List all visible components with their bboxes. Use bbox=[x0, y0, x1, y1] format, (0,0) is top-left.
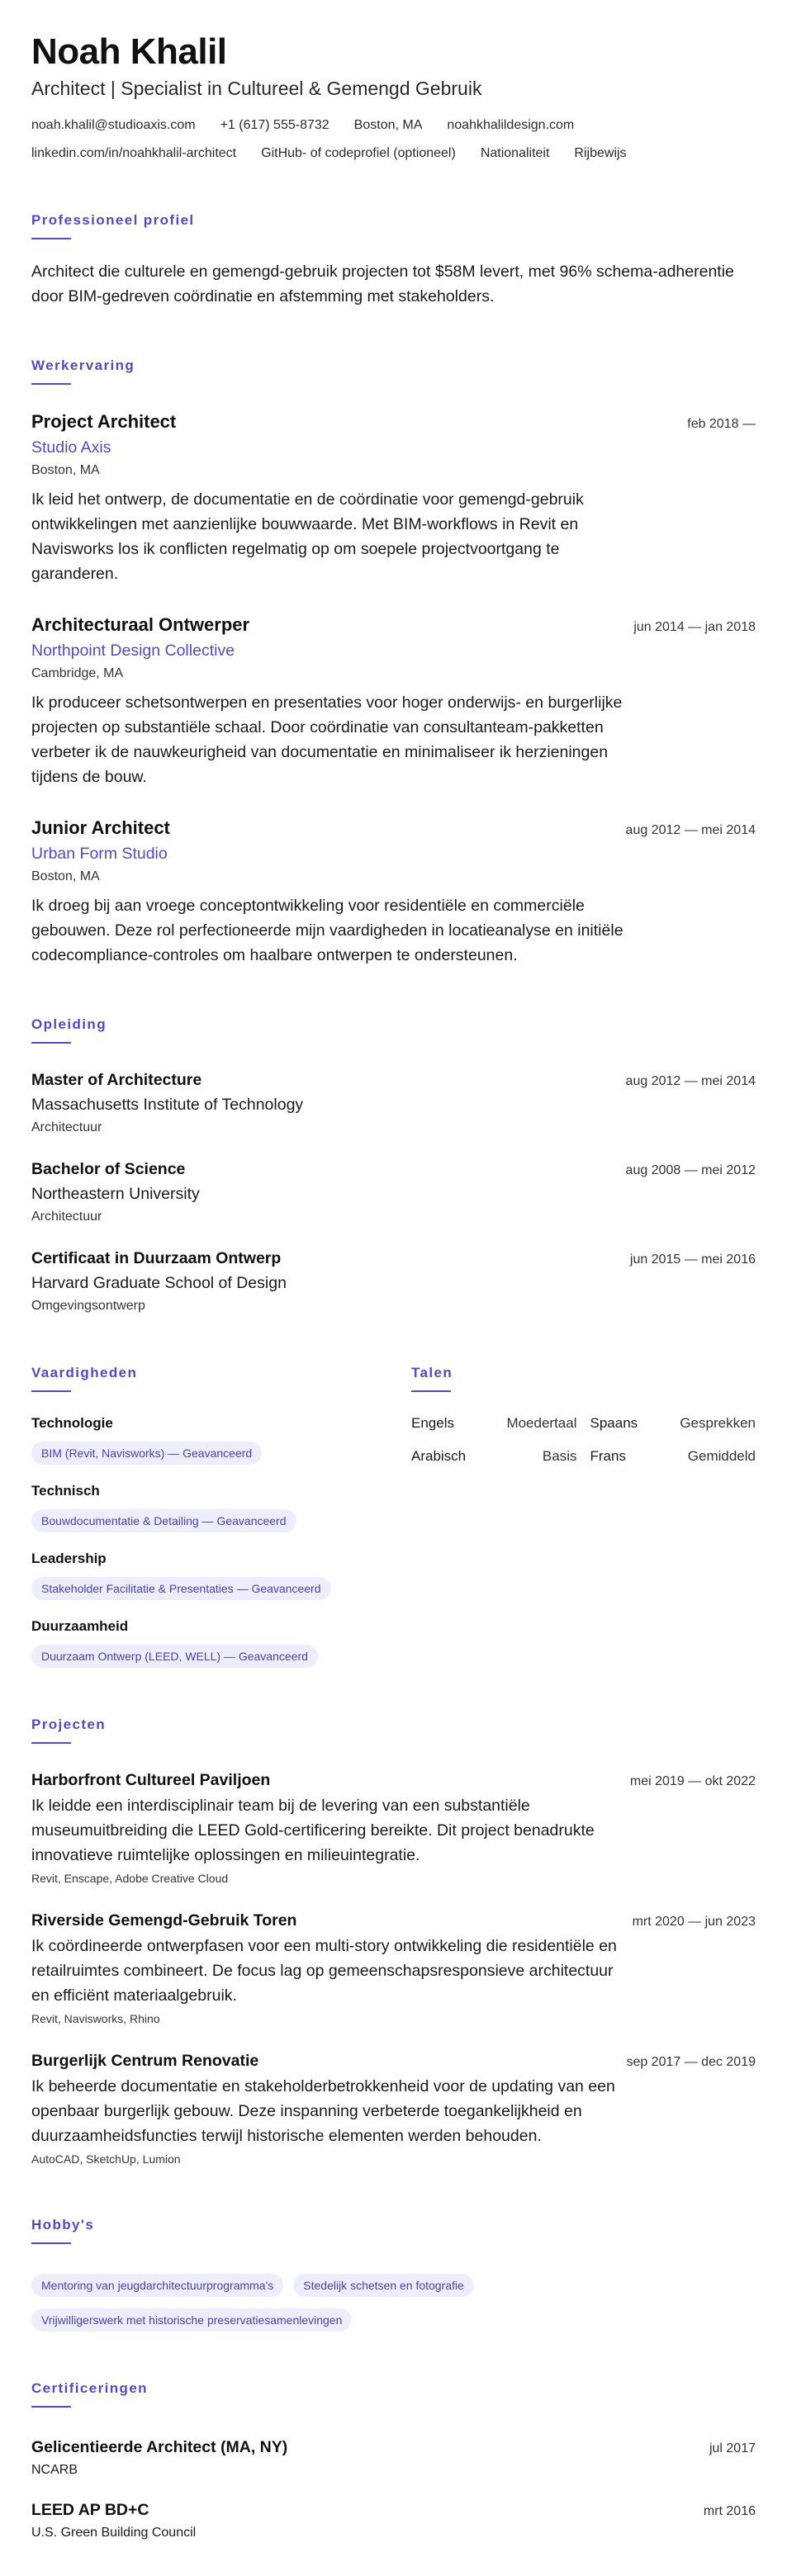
job-date: aug 2012 — mei 2014 bbox=[625, 823, 756, 837]
job-date: feb 2018 — bbox=[687, 417, 756, 431]
job-location: Cambridge, MA bbox=[31, 666, 124, 680]
section-title-projects: Projecten bbox=[31, 1717, 107, 1732]
project-description: Ik leidde een interdisciplinair team bij de levering van een substantiële museumuitbreiding die LEED Gold-certificering bereikte. Dit project benadrukte innovatieve ruimtelijke oplossingen en milieuintegratie. bbox=[31, 1797, 595, 1864]
school-name: Massachusetts Institute of Technology bbox=[31, 1096, 304, 1114]
certification-name: Gelicentieerde Architect (MA, NY) bbox=[31, 2438, 288, 2456]
project-name: Riverside Gemengd-Gebruik Toren bbox=[31, 1911, 297, 1930]
certifications-section bbox=[31, 2379, 756, 2543]
hobby-pill: Vrijwilligerswerk met historische preservatiesamenlevingen bbox=[31, 2308, 352, 2332]
candidate-headline: Architect | Specialist in Cultureel & Gemengd Gebruik bbox=[31, 78, 482, 99]
section-title-skills: Vaardigheden bbox=[31, 1365, 138, 1380]
job-company: Northpoint Design Collective bbox=[31, 642, 235, 660]
job-title: Junior Architect bbox=[31, 817, 170, 838]
section-divider bbox=[31, 2406, 71, 2408]
project-tools: AutoCAD, SketchUp, Lumion bbox=[31, 2152, 181, 2166]
job-description: Ik produceer schetsontwerpen en presentaties voor hoger onderwijs- en burgerlijke projecten op substantiële schaal. Door coördinatie van consultanteam-pakketten verbeter ik de nauwkeurigheid van documentatie en minimaliseer ik herzieningen tijdens de bouw. bbox=[31, 694, 623, 786]
study-field: Architectuur bbox=[31, 1210, 102, 1224]
contact-license: Rijbewijs bbox=[574, 146, 627, 160]
degree-title: Certificaat in Duurzaam Ontwerp bbox=[31, 1249, 282, 1267]
job-company: Urban Form Studio bbox=[31, 845, 168, 863]
section-divider bbox=[31, 383, 71, 385]
degree-date: aug 2012 — mei 2014 bbox=[625, 1074, 756, 1088]
resume-header bbox=[31, 31, 756, 163]
job-location: Boston, MA bbox=[31, 463, 100, 477]
project-name: Harborfront Cultureel Paviljoen bbox=[31, 1771, 271, 1789]
degree-date: jun 2015 — mei 2016 bbox=[629, 1252, 756, 1267]
skill-pill: Duurzaam Ontwerp (LEED, WELL) — Geavanceerd bbox=[31, 1645, 318, 1668]
job-title: Architecturaal Ontwerper bbox=[31, 614, 250, 635]
contact-email[interactable]: noah.khalil@studioaxis.com bbox=[31, 118, 196, 132]
job-company: Studio Axis bbox=[31, 438, 111, 457]
language-name: Arabisch bbox=[411, 1448, 467, 1464]
project-date: mrt 2020 — jun 2023 bbox=[632, 1915, 756, 1929]
language-item bbox=[411, 1447, 577, 1466]
language-name: Engels bbox=[411, 1415, 454, 1431]
project-tools: Revit, Enscape, Adobe Creative Cloud bbox=[31, 1872, 229, 1885]
skill-group bbox=[31, 1481, 411, 1532]
contact-location: Boston, MA bbox=[353, 118, 423, 132]
hobbies-section bbox=[31, 2216, 756, 2332]
section-title-certifications: Certificeringen bbox=[31, 2380, 148, 2396]
skill-group bbox=[31, 1549, 411, 1600]
job-description: Ik droeg bij aan vroege conceptontwikkeling voor residentiële en commerciële gebouwen. Deze rol perfectioneerde mijn vaardigheden in locatieanalyse en initiële codecompliance-controles om haalbare ontwerpen te ondersteunen. bbox=[31, 897, 623, 964]
skill-pill: Stakeholder Facilitatie & Presentaties — Geavanceerd bbox=[31, 1577, 331, 1600]
projects-section bbox=[31, 1716, 756, 2168]
project-description: Ik beheerde documentatie en stakeholderbetrokkenheid voor de updating van een openbaar burgerlijk gebouw. Deze inspanning verbeterde toegankelijkheid en duurzaamheidsfuncties terwijl historische elementen werden behouden. bbox=[31, 2077, 615, 2145]
language-name: Frans bbox=[590, 1448, 626, 1464]
section-divider bbox=[411, 1390, 451, 1392]
section-divider bbox=[31, 1390, 71, 1392]
hobby-pill: Mentoring van jeugdarchitectuurprogramma's bbox=[31, 2274, 283, 2297]
contact-phone[interactable]: +1 (617) 555-8732 bbox=[220, 118, 329, 132]
skill-pill: Bouwdocumentatie & Detailing — Geavanceerd bbox=[31, 1509, 296, 1532]
job-title: Project Architect bbox=[31, 411, 177, 432]
languages-section bbox=[411, 1364, 756, 1668]
education-item bbox=[31, 1158, 756, 1227]
section-divider bbox=[31, 1742, 71, 1744]
project-tools: Revit, Navisworks, Rhino bbox=[31, 2012, 160, 2025]
skill-category: Duurzaamheid bbox=[31, 1618, 129, 1634]
section-title-experience: Werkervaring bbox=[31, 358, 135, 373]
certification-date: mrt 2016 bbox=[703, 2504, 756, 2518]
section-divider bbox=[31, 2242, 71, 2244]
certification-name: LEED AP BD+C bbox=[31, 2501, 149, 2519]
study-field: Omgevingsontwerp bbox=[31, 1299, 145, 1313]
education-item bbox=[31, 1068, 756, 1138]
skills-section bbox=[31, 1364, 411, 1668]
degree-title: Master of Architecture bbox=[31, 1071, 202, 1089]
project-item bbox=[31, 1769, 756, 1887]
experience-section bbox=[31, 357, 756, 968]
study-field: Architectuur bbox=[31, 1120, 102, 1134]
project-date: sep 2017 — dec 2019 bbox=[626, 2055, 756, 2069]
certification-item bbox=[31, 2498, 756, 2543]
section-title-hobbies: Hobby's bbox=[31, 2217, 95, 2233]
language-level: Basis bbox=[542, 1448, 577, 1464]
experience-item bbox=[31, 410, 756, 586]
project-date: mei 2019 — okt 2022 bbox=[629, 1774, 756, 1788]
language-item bbox=[590, 1413, 756, 1433]
job-location: Boston, MA bbox=[31, 869, 100, 883]
language-level: Moedertaal bbox=[506, 1415, 577, 1431]
project-item bbox=[31, 2049, 756, 2168]
project-description: Ik coördineerde ontwerpfasen voor een multi-story ontwikkeling die residentiële en retailruimtes combineert. De focus lag op gemeenschapsresponsieve architectuur en efficiënt materiaalgebruik. bbox=[31, 1937, 617, 2005]
section-title-education: Opleiding bbox=[31, 1016, 107, 1032]
language-level: Gemiddeld bbox=[687, 1448, 756, 1464]
certification-issuer: U.S. Green Building Council bbox=[31, 2526, 197, 2540]
skill-category: Leadership bbox=[31, 1551, 107, 1566]
certification-item bbox=[31, 2436, 756, 2480]
skill-category: Technisch bbox=[31, 1483, 100, 1499]
skill-category: Technologie bbox=[31, 1415, 113, 1431]
education-item bbox=[31, 1247, 756, 1316]
school-name: Northeastern University bbox=[31, 1185, 200, 1203]
contact-linkedin[interactable]: linkedin.com/in/noahkhalil-architect bbox=[31, 146, 237, 160]
section-title-profile: Professioneel profiel bbox=[31, 212, 195, 228]
experience-item bbox=[31, 816, 756, 968]
profile-summary: Architect die culturele en gemengd-gebruik projecten tot $58M levert, met 96% schema-adherentie door BIM-gedreven coördinatie en afstemming met stakeholders. bbox=[31, 263, 734, 305]
school-name: Harvard Graduate School of Design bbox=[31, 1274, 287, 1292]
skill-group bbox=[31, 1617, 411, 1668]
education-section bbox=[31, 1016, 756, 1316]
certification-issuer: NCARB bbox=[31, 2463, 78, 2477]
language-item bbox=[411, 1413, 577, 1433]
job-date: jun 2014 — jan 2018 bbox=[633, 620, 756, 634]
profile-section bbox=[31, 211, 756, 309]
skill-group bbox=[31, 1413, 411, 1465]
project-name: Burgerlijk Centrum Renovatie bbox=[31, 2052, 259, 2070]
language-name: Spaans bbox=[590, 1415, 638, 1431]
experience-item bbox=[31, 613, 756, 789]
hobby-pill: Stedelijk schetsen en fotografie bbox=[293, 2274, 474, 2297]
skills-languages-row bbox=[31, 1364, 756, 1668]
certification-date: jul 2017 bbox=[709, 2441, 756, 2455]
hobby-list bbox=[31, 2266, 560, 2332]
degree-title: Bachelor of Science bbox=[31, 1160, 186, 1178]
job-description: Ik leid het ontwerp, de documentatie en de coördinatie voor gemengd-gebruik ontwikkelingen met aanzienlijke bouwwaarde. Met BIM-workflows in Revit en Navisworks los ik conflicten regelmatig op om soepele projectvoortgang te garanderen. bbox=[31, 490, 584, 583]
contact-nationality: Nationaliteit bbox=[480, 146, 550, 160]
project-item bbox=[31, 1909, 756, 2028]
contact-info bbox=[31, 116, 756, 163]
contact-github: GitHub- of codeprofiel (optioneel) bbox=[261, 146, 456, 160]
languages-grid bbox=[411, 1413, 756, 1466]
candidate-name: Noah Khalil bbox=[31, 31, 227, 72]
language-level: Gesprekken bbox=[680, 1415, 756, 1431]
section-divider bbox=[31, 1042, 71, 1044]
degree-date: aug 2008 — mei 2012 bbox=[625, 1163, 756, 1177]
language-item bbox=[590, 1447, 756, 1466]
section-divider bbox=[31, 238, 71, 239]
section-title-languages: Talen bbox=[411, 1365, 453, 1380]
contact-website[interactable]: noahkhalildesign.com bbox=[447, 118, 575, 132]
skill-pill: BIM (Revit, Navisworks) — Geavanceerd bbox=[31, 1442, 262, 1465]
